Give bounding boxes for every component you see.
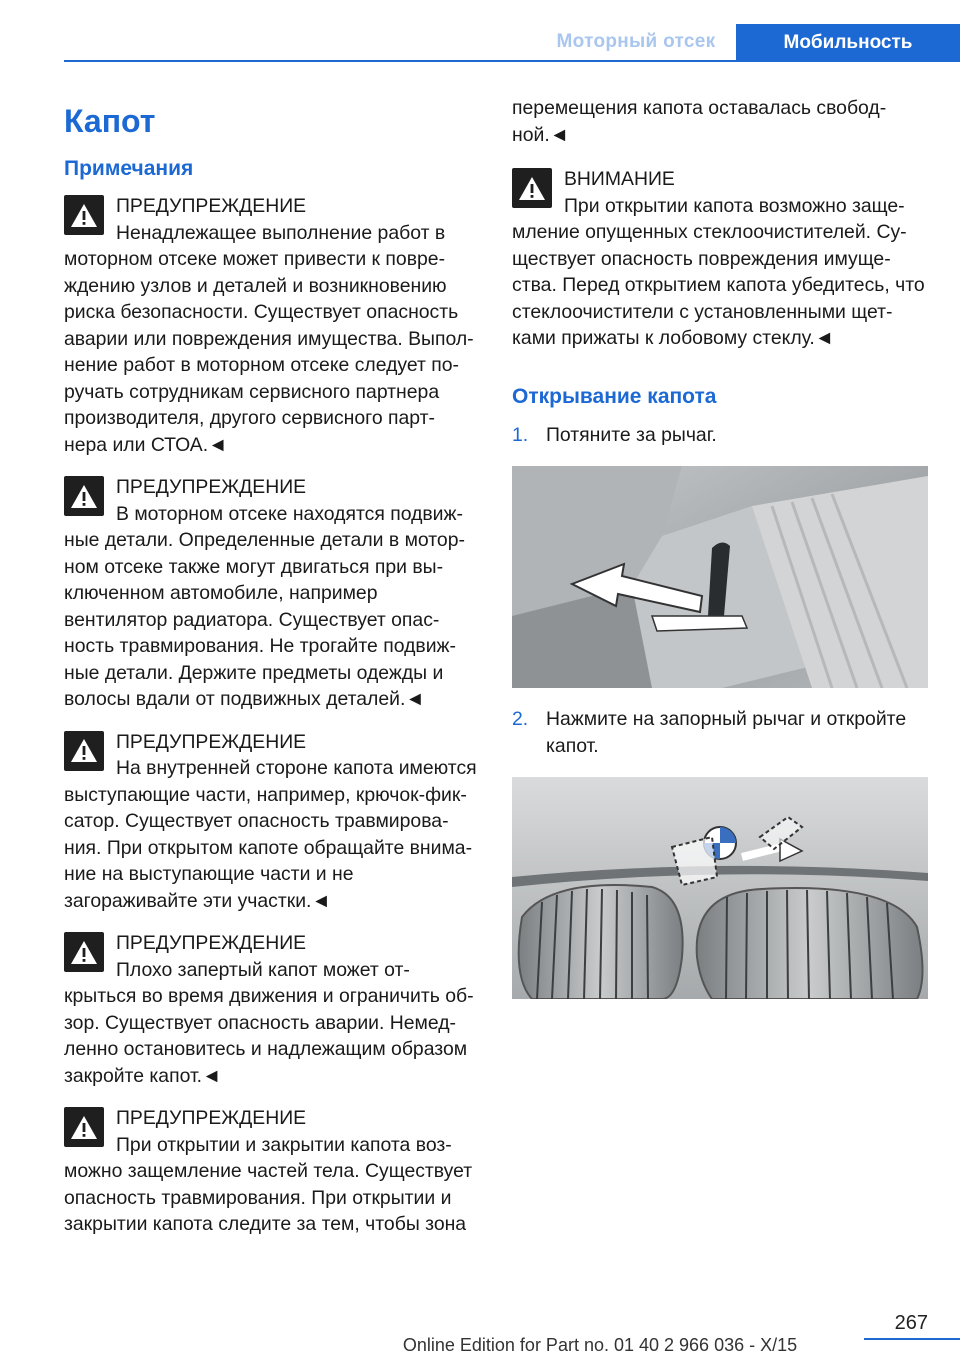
- warning-text: [512, 166, 928, 352]
- right-column: [512, 95, 928, 1017]
- warning-line: В моторном отсеке находятся подвиж-: [116, 502, 463, 525]
- step-text: Нажмите на запорный рычаг и откройте капот.: [546, 708, 907, 757]
- warning-block: [64, 729, 480, 915]
- step-number: 2.: [512, 708, 529, 730]
- warning-triangle-icon: [64, 476, 104, 516]
- warning-line: загораживайте эти участки.◄: [64, 889, 331, 912]
- warning-line: ства. Перед открытием капота убедитесь, что: [512, 274, 925, 296]
- warning-line: зор. Существует опасность аварии. Немед-: [64, 1011, 457, 1034]
- warning-text: [64, 1105, 480, 1238]
- warning-line: При открытии и закрытии капота воз-: [116, 1133, 452, 1156]
- header-tab-mobility[interactable]: Мобильность: [736, 24, 960, 62]
- warning-line: мление опущенных стеклоочистителей. Су-: [512, 221, 907, 243]
- page-title: Капот: [64, 103, 156, 139]
- warnings-list: [64, 193, 480, 1238]
- warning-line: риска безопасности. Существует опасность: [64, 301, 459, 323]
- warning-line: можно защемление частей тела. Существует: [64, 1160, 473, 1182]
- warning-text: [64, 930, 480, 1089]
- warning-line: При открытии капота возможно заще-: [564, 194, 905, 217]
- warning-line: производителя, другого сервисного парт-: [64, 407, 435, 429]
- warning-triangle-icon: [64, 1107, 104, 1147]
- warning-line: ность травмирования. Не трогайте подвиж-: [64, 635, 456, 657]
- warning-triangle-icon: [512, 168, 552, 208]
- warning-line: Плохо запертый капот может от-: [116, 958, 410, 981]
- warning-heading: ПРЕДУПРЕЖДЕНИЕ: [116, 476, 307, 498]
- photo-hood-latch: [512, 777, 928, 999]
- section-subtitle: Примечания: [64, 157, 194, 180]
- warning-line: ленно остановитесь и надлежащим образом: [64, 1038, 468, 1060]
- warning-line: ние на выступающие части и не: [64, 863, 354, 885]
- warning-line: ном отсеке также могут двигаться при вы-: [64, 555, 444, 578]
- warning-triangle-icon: [64, 932, 104, 972]
- notice-block: [512, 166, 928, 352]
- warning-line: стеклоочистители с установленными щет-: [512, 300, 893, 323]
- header-divider: [64, 60, 960, 62]
- warning-block: [64, 930, 480, 1089]
- continuation-line: перемещения капота оставалась свобод-: [512, 97, 887, 119]
- warning-heading: ПРЕДУПРЕЖДЕНИЕ: [116, 730, 307, 753]
- warning-line: ручать сотрудникам сервисного партнера: [64, 380, 440, 403]
- left-column: [64, 95, 480, 1238]
- warning-triangle-icon: [64, 731, 104, 771]
- warning-line: крыться во время движения и ограничить об-: [64, 985, 474, 1007]
- warning-line: сатор. Существует опасность травмирова-: [64, 810, 449, 832]
- page-number: 267: [894, 1312, 928, 1334]
- warning-text: [64, 193, 480, 458]
- warning-line: ждению узлов и деталей и возникновению: [64, 274, 447, 297]
- warning-block: [64, 193, 480, 458]
- continuation-text: [512, 95, 928, 148]
- warning-heading: ВНИМАНИЕ: [564, 168, 675, 190]
- warning-heading: ПРЕДУПРЕЖДЕНИЕ: [116, 932, 307, 954]
- warning-line: ществует опасность повреждения имуще-: [512, 247, 891, 270]
- warning-line: ключенном автомобиле, например: [64, 582, 378, 604]
- step-number: 1.: [512, 423, 529, 446]
- warning-line: На внутренней стороне капота имеются: [116, 757, 477, 779]
- photo-release-lever: [512, 466, 928, 688]
- header-tab-engine-compartment[interactable]: Моторный отсек: [556, 31, 716, 52]
- warning-heading: ПРЕДУПРЕЖДЕНИЕ: [116, 195, 307, 217]
- warning-line: выступающие части, например, крючок-фик-: [64, 783, 467, 806]
- step-item: [512, 422, 928, 449]
- warning-triangle-icon: [64, 195, 104, 235]
- warning-line: моторном отсеке может привести к повре-: [64, 248, 446, 270]
- warning-line: аварии или повреждения имущества. Выпол-: [64, 327, 474, 350]
- warning-line: ные детали. Определенные детали в мотор-: [64, 529, 465, 551]
- warning-line: закройте капот.◄: [64, 1064, 222, 1087]
- warning-line: Ненадлежащее выполнение работ в: [116, 221, 446, 244]
- warning-text: [64, 729, 480, 915]
- warning-line: ния. При открытом капоте обращайте внима-: [64, 836, 473, 859]
- footer-edition: Online Edition for Part no. 01 40 2 966 036 - X/15: [402, 1335, 798, 1355]
- warning-block: [64, 1105, 480, 1238]
- warning-text: [64, 474, 480, 713]
- warning-line: вентилятор радиатора. Существует опас-: [64, 608, 440, 631]
- warning-line: нение работ в моторном отсеке следует по-: [64, 354, 460, 376]
- warning-heading: ПРЕДУПРЕЖДЕНИЕ: [116, 1107, 307, 1129]
- section-heading-open-hood: Открывание капота: [512, 384, 717, 408]
- warning-line: волосы вдали от подвижных деталей.◄: [64, 688, 425, 710]
- warning-line: ные детали. Держите предметы одежды и: [64, 661, 444, 684]
- warning-line: нера или СТОА.◄: [64, 433, 228, 456]
- warning-block: [64, 474, 480, 713]
- warning-line: опасность травмирования. При открытии и: [64, 1186, 452, 1209]
- warning-line: ками прижаты к лобовому стеклу.◄: [512, 327, 834, 349]
- step-text: Потяните за рычаг.: [546, 423, 717, 446]
- continuation-line: ной.◄: [512, 123, 569, 146]
- step-item: [512, 706, 928, 759]
- warning-line: закрытии капота следите за тем, чтобы зона: [64, 1213, 467, 1235]
